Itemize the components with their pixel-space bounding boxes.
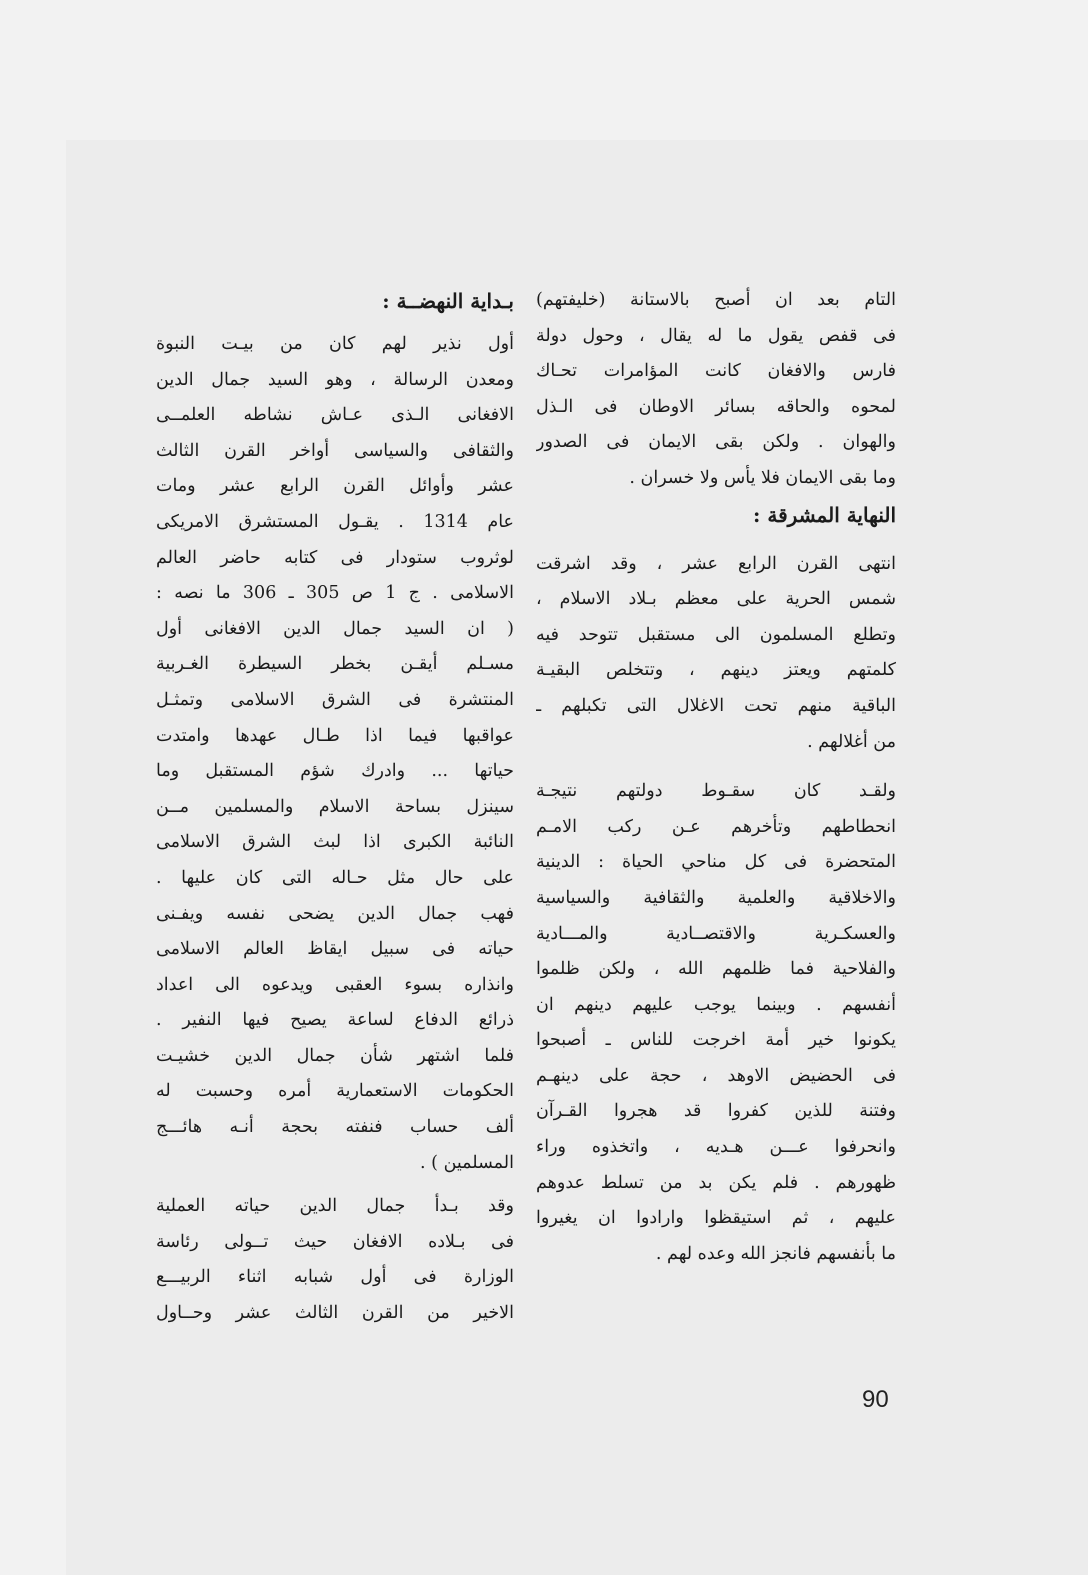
text-line: لوثروب ستودار فى كتابه حاضر العالم xyxy=(156,547,514,568)
text-line: فلما اشتهر شأن جمال الدين خشيـت xyxy=(156,1045,514,1066)
text-line: فهب جمال الدين يضحى نفسه ويفـنى xyxy=(156,903,514,924)
page-number: 90 xyxy=(862,1386,889,1413)
text-line: فى بـلاده الافغان حيث تــولى رئاسة xyxy=(156,1231,514,1252)
text-line: وانذاره بسوء العقبى ويدعوه الى اعداد xyxy=(156,974,514,995)
text-line: انحطاطهم وتأخرهم عـن ركب الامـم xyxy=(536,816,896,837)
text-line: فارس والافغان كانت المؤامرات تحـاك xyxy=(536,361,896,382)
text-line: والاخلاقية والعلمية والثقافية والسياسية xyxy=(536,887,896,908)
text-line: المتحضرة فى كل مناحي الحياة : الدينية xyxy=(536,852,896,873)
text-line: انتهى القرن الرابع عشر ، وقد اشرقت xyxy=(536,553,896,574)
intro-paragraph xyxy=(536,283,896,497)
text-line: عليهم ، ثم استيقظوا وارادوا ان يغيروا xyxy=(536,1208,896,1229)
text-line: والهوان . ولكن بقى الايمان فى الصدور xyxy=(536,432,896,453)
text-line: يكونوا خير أمة اخرجت للناس ـ أصبحوا xyxy=(536,1030,896,1051)
text-line: حياته فى سبيل ايقاظ العالم الاسلامى xyxy=(156,939,514,960)
text-line: كلمتهم ويعتز دينهم ، وتتخلص البقيـة xyxy=(536,660,896,681)
text-line: الاخير من القرن الثالث عشر وحــاول xyxy=(156,1303,514,1324)
text-line: الباقية منهم تحت الاغلال التى تكبلهم ـ xyxy=(536,695,896,716)
text-line: ألف حساب فنفته بحجة أنـه هائـــج xyxy=(156,1117,514,1138)
text-line: حياتها ... وادرك شؤم المستقبل وما xyxy=(156,761,514,782)
text-line: عام 1314 . يقـول المستشرق الامريكى xyxy=(156,511,514,532)
text-line: ذرائع الدفاع لساعة يصيح فيها النفير . xyxy=(156,1010,514,1031)
text-line: ومعدن الرسالة ، وهو السيد جمال الدين xyxy=(156,369,514,390)
text-line: الوزارة فى أول شبابه اثناء الربيـــع xyxy=(156,1267,514,1288)
text-line: فى الحضيض الاوهد ، حجة على دينهـم xyxy=(536,1065,896,1086)
text-line: وما بقى الايمان فلا يأس ولا خسران . xyxy=(629,467,896,488)
text-line: لمحوه والحاقه بسائر الاوطان فى الـذل xyxy=(536,396,896,417)
text-line: وقد بـدأ جمال الدين حياته العملية xyxy=(156,1196,514,1217)
text-line: ما بأنفسهم فانجز الله وعده لهم . xyxy=(655,1243,896,1264)
section-heading: النهاية المشرقة : xyxy=(753,502,896,527)
section-heading: بـداية النهضــة : xyxy=(382,289,514,313)
text-line: والثقافى والسياسى أواخر القرن الثالث xyxy=(156,440,514,461)
text-line: والفلاحية فما ظلمهم الله ، ولكن ظلموا xyxy=(536,959,896,980)
text-line: ولقـد كان سقـوط دولتهم نتيجـة xyxy=(536,781,896,802)
text-line: الحكومات الاستعمارية أمره وحسبت له xyxy=(156,1081,514,1102)
text-line: الاسلامى . ج 1 ص 305 ـ 306 ما نصه : xyxy=(156,583,514,604)
paragraph xyxy=(536,774,896,1272)
text-line: على حال مثل حـاله التى كان عليها . xyxy=(156,867,514,888)
text-line: فى قفص يقول ما له يقال ، وحول دولة xyxy=(536,325,896,346)
text-line: التام بعد ان أصبح بالاستانة (خليفتهم) xyxy=(536,290,896,310)
text-line: المنتشرة فى الشرق الاسلامى وتمثـل xyxy=(156,689,514,710)
text-line: مسـلم أيقـن بخطر السيطرة الغـربية xyxy=(156,654,514,675)
text-line: ( ان السيد جمال الدين الافغانى أول xyxy=(156,618,514,639)
text-line: أول نذير لهم كان من بيـت النبوة xyxy=(156,334,514,354)
left-column xyxy=(156,283,514,1332)
text-line: الافغانى الـذى عـاش نشاطه العلمــى xyxy=(156,405,514,426)
text-line: أنفسهم . وبينما يوجب عليهم دينهم ان xyxy=(536,994,896,1015)
right-column xyxy=(536,283,896,1272)
text-line: النائبة الكبرى اذا لبث الشرق الاسلامى xyxy=(156,832,514,853)
text-line: والعسكـرية والاقتصــادية والمـــادية xyxy=(536,923,896,944)
text-line: من أغلالهم . xyxy=(807,731,896,752)
text-line: شمس الحرية على معظم بـلاد الاسلام ، xyxy=(536,589,896,610)
text-line: سينزل بساحة الاسلام والمسلمين مــن xyxy=(156,796,514,817)
paragraph xyxy=(536,547,896,761)
paragraph xyxy=(156,1189,514,1331)
text-line: عواقبها فيما اذا طـال عهدها وامتدت xyxy=(156,725,514,746)
text-line: وفتنة للذين كفروا قد هجروا القـرآن xyxy=(536,1101,896,1122)
text-line: ظهورهم . فلم يكن بد من تسلط عدوهم xyxy=(536,1172,896,1193)
text-line: وتطلع المسلمون الى مستقبل تتوحد فيه xyxy=(536,624,896,645)
text-line: المسلمين ) . xyxy=(420,1152,514,1173)
text-line: عشر وأوائل القرن الرابع عشر ومات xyxy=(156,476,514,497)
text-line: وانحرفوا عـــن هـديه ، واتخذوه وراء xyxy=(536,1137,896,1158)
paragraph xyxy=(156,327,514,1181)
